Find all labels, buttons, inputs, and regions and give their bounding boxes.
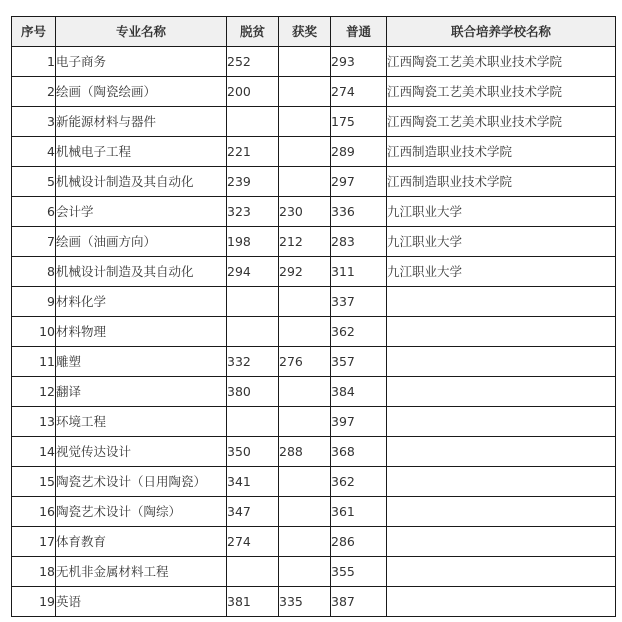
table-row <box>12 587 616 617</box>
table-row <box>12 527 616 557</box>
cell-putong: 357 <box>331 347 387 377</box>
cell-huojiang <box>279 317 331 347</box>
cell-tuopin <box>227 107 279 137</box>
cell-huojiang <box>279 377 331 407</box>
cell-major: 机械设计制造及其自动化 <box>56 167 227 197</box>
cell-huojiang <box>279 77 331 107</box>
table-row <box>12 497 616 527</box>
cell-major: 陶瓷艺术设计（日用陶瓷） <box>56 467 227 497</box>
cell-huojiang <box>279 467 331 497</box>
cell-school: 江西制造职业技术学院 <box>387 137 616 167</box>
cell-index: 15 <box>12 467 56 497</box>
cell-major: 体育教育 <box>56 527 227 557</box>
cell-tuopin: 200 <box>227 77 279 107</box>
cell-tuopin: 239 <box>227 167 279 197</box>
cell-school: 江西制造职业技术学院 <box>387 167 616 197</box>
cell-putong: 361 <box>331 497 387 527</box>
header-huojiang: 获奖 <box>279 17 331 47</box>
table-body <box>12 47 616 617</box>
table-row <box>12 227 616 257</box>
table-row <box>12 557 616 587</box>
cell-school <box>387 527 616 557</box>
cell-index: 6 <box>12 197 56 227</box>
cell-school: 江西陶瓷工艺美术职业技术学院 <box>387 47 616 77</box>
cell-index: 17 <box>12 527 56 557</box>
header-putong: 普通 <box>331 17 387 47</box>
cell-school <box>387 497 616 527</box>
cell-putong: 362 <box>331 467 387 497</box>
cell-tuopin: 274 <box>227 527 279 557</box>
cell-major: 英语 <box>56 587 227 617</box>
cell-index: 2 <box>12 77 56 107</box>
cell-index: 5 <box>12 167 56 197</box>
cell-huojiang <box>279 407 331 437</box>
cell-school <box>387 587 616 617</box>
table-row <box>12 407 616 437</box>
table-row <box>12 47 616 77</box>
cell-index: 12 <box>12 377 56 407</box>
cell-tuopin: 381 <box>227 587 279 617</box>
cell-tuopin <box>227 557 279 587</box>
cell-tuopin: 341 <box>227 467 279 497</box>
cell-huojiang <box>279 527 331 557</box>
cell-putong: 387 <box>331 587 387 617</box>
table-row <box>12 77 616 107</box>
cell-school <box>387 467 616 497</box>
cell-huojiang <box>279 137 331 167</box>
cell-major: 会计学 <box>56 197 227 227</box>
cell-school: 九江职业大学 <box>387 197 616 227</box>
cell-major: 无机非金属材料工程 <box>56 557 227 587</box>
cell-index: 3 <box>12 107 56 137</box>
cell-huojiang <box>279 557 331 587</box>
table-header-row <box>12 17 616 47</box>
cell-major: 翻译 <box>56 377 227 407</box>
cell-tuopin <box>227 317 279 347</box>
header-major: 专业名称 <box>56 17 227 47</box>
cell-putong: 283 <box>331 227 387 257</box>
cell-putong: 311 <box>331 257 387 287</box>
cell-major: 材料化学 <box>56 287 227 317</box>
cell-putong: 384 <box>331 377 387 407</box>
cell-tuopin: 198 <box>227 227 279 257</box>
cell-huojiang: 212 <box>279 227 331 257</box>
cell-putong: 175 <box>331 107 387 137</box>
cell-putong: 368 <box>331 437 387 467</box>
cell-tuopin: 323 <box>227 197 279 227</box>
cell-tuopin: 380 <box>227 377 279 407</box>
table-row <box>12 167 616 197</box>
cell-tuopin <box>227 287 279 317</box>
cell-putong: 286 <box>331 527 387 557</box>
cell-index: 1 <box>12 47 56 77</box>
cell-putong: 274 <box>331 77 387 107</box>
cell-major: 雕塑 <box>56 347 227 377</box>
table-row <box>12 317 616 347</box>
cell-putong: 289 <box>331 137 387 167</box>
cell-tuopin: 252 <box>227 47 279 77</box>
cell-major: 材料物理 <box>56 317 227 347</box>
cell-huojiang: 292 <box>279 257 331 287</box>
score-table <box>11 16 616 617</box>
table-row <box>12 377 616 407</box>
cell-major: 新能源材料与器件 <box>56 107 227 137</box>
table-row <box>12 287 616 317</box>
cell-index: 19 <box>12 587 56 617</box>
cell-major: 视觉传达设计 <box>56 437 227 467</box>
cell-major: 环境工程 <box>56 407 227 437</box>
cell-tuopin: 347 <box>227 497 279 527</box>
cell-huojiang <box>279 47 331 77</box>
cell-major: 绘画（陶瓷绘画） <box>56 77 227 107</box>
cell-index: 13 <box>12 407 56 437</box>
header-tuopin: 脱贫 <box>227 17 279 47</box>
cell-school <box>387 377 616 407</box>
cell-index: 14 <box>12 437 56 467</box>
cell-putong: 397 <box>331 407 387 437</box>
table-row <box>12 107 616 137</box>
cell-huojiang: 276 <box>279 347 331 377</box>
cell-school <box>387 287 616 317</box>
cell-index: 8 <box>12 257 56 287</box>
cell-huojiang: 335 <box>279 587 331 617</box>
cell-school <box>387 437 616 467</box>
table-row <box>12 197 616 227</box>
score-table-container <box>11 16 616 617</box>
header-school: 联合培养学校名称 <box>387 17 616 47</box>
cell-putong: 297 <box>331 167 387 197</box>
cell-index: 10 <box>12 317 56 347</box>
cell-tuopin: 350 <box>227 437 279 467</box>
cell-index: 9 <box>12 287 56 317</box>
cell-index: 4 <box>12 137 56 167</box>
cell-school: 九江职业大学 <box>387 227 616 257</box>
cell-school <box>387 347 616 377</box>
cell-major: 机械电子工程 <box>56 137 227 167</box>
cell-index: 11 <box>12 347 56 377</box>
cell-school <box>387 407 616 437</box>
cell-tuopin: 221 <box>227 137 279 167</box>
cell-index: 7 <box>12 227 56 257</box>
cell-index: 18 <box>12 557 56 587</box>
cell-major: 电子商务 <box>56 47 227 77</box>
cell-school: 九江职业大学 <box>387 257 616 287</box>
cell-school: 江西陶瓷工艺美术职业技术学院 <box>387 77 616 107</box>
cell-putong: 362 <box>331 317 387 347</box>
table-row <box>12 347 616 377</box>
cell-major: 机械设计制造及其自动化 <box>56 257 227 287</box>
table-row <box>12 467 616 497</box>
cell-huojiang: 288 <box>279 437 331 467</box>
cell-school <box>387 317 616 347</box>
table-row <box>12 437 616 467</box>
cell-tuopin: 332 <box>227 347 279 377</box>
cell-huojiang <box>279 167 331 197</box>
table-row <box>12 257 616 287</box>
cell-major: 陶瓷艺术设计（陶综） <box>56 497 227 527</box>
cell-putong: 336 <box>331 197 387 227</box>
cell-huojiang <box>279 497 331 527</box>
cell-tuopin <box>227 407 279 437</box>
cell-huojiang <box>279 287 331 317</box>
cell-huojiang: 230 <box>279 197 331 227</box>
cell-putong: 293 <box>331 47 387 77</box>
header-index: 序号 <box>12 17 56 47</box>
cell-major: 绘画（油画方向） <box>56 227 227 257</box>
cell-putong: 355 <box>331 557 387 587</box>
cell-school <box>387 557 616 587</box>
cell-school: 江西陶瓷工艺美术职业技术学院 <box>387 107 616 137</box>
cell-index: 16 <box>12 497 56 527</box>
table-row <box>12 137 616 167</box>
cell-huojiang <box>279 107 331 137</box>
cell-tuopin: 294 <box>227 257 279 287</box>
cell-putong: 337 <box>331 287 387 317</box>
